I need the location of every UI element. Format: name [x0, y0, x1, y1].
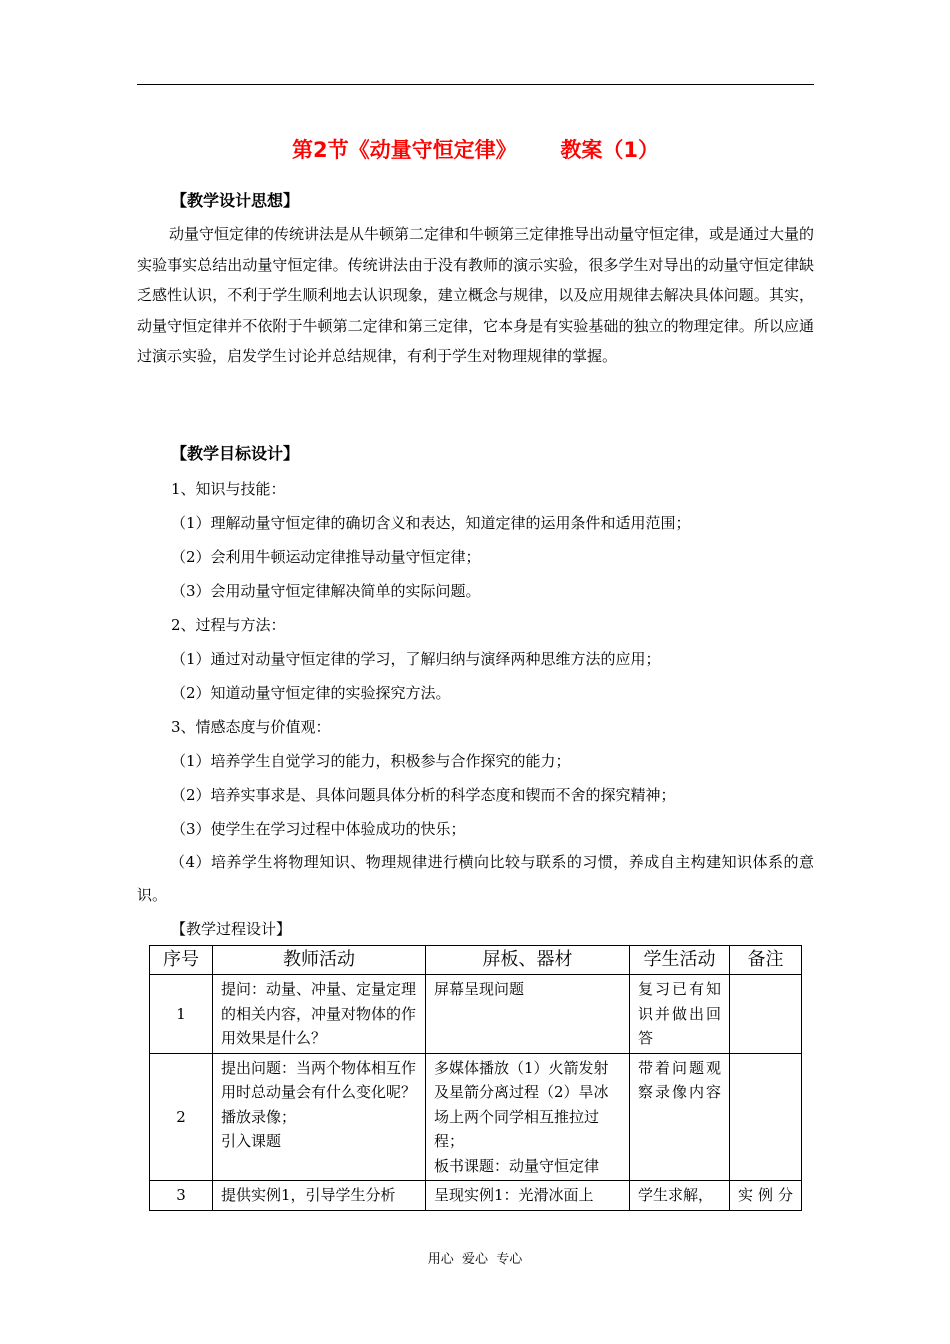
objective-item: （1）培养学生自觉学习的能力，积极参与合作探究的能力；	[171, 752, 571, 770]
student-activity-cell: 学生求解，	[630, 1181, 730, 1211]
column-header: 序号	[150, 946, 213, 975]
board-equipment-cell: 多媒体播放（1）火箭发射及星箭分离过程（2）旱冰场上两个同学相互推拉过程； 板书课题：动量守恒定律	[426, 1053, 630, 1181]
page-footer: 用心 爱心 专心	[427, 1252, 523, 1267]
row-number: 3	[150, 1181, 213, 1211]
process-table	[149, 945, 802, 1211]
section-heading-design-idea: 【教学设计思想】	[171, 191, 300, 210]
page-title: 第2节《动量守恒定律》 教案（1）	[291, 138, 660, 162]
column-header: 屏板、器材	[426, 946, 630, 975]
section-heading-objectives: 【教学目标设计】	[171, 444, 300, 463]
table-header-row	[150, 946, 802, 975]
note-cell	[730, 975, 802, 1054]
teacher-activity-cell: 提问：动量、冲量、定量定理的相关内容，冲量对物体的作用效果是什么？	[213, 975, 426, 1054]
design-idea-paragraph: 动量守恒定律的传统讲法是从牛顿第二定律和牛顿第三定律推导出动量守恒定律，或是通过大量的实验事实总结出动量守恒定律。传统讲法由于没有教师的演示实验，很多学生对导出的动量守恒定律缺乏感性认识，不利于学生顺利地去认识现象，建立概念与规律，以及应用规律去解决具体问题。其实，动量守恒定律并不依附于牛顿第二定律和第三定律，它本身是有实验基础的独立的物理定律。所以应通过演示实验，启发学生讨论并总结规律，有利于学生对物理规律的掌握。	[137, 225, 815, 365]
objective-item: （2）知道动量守恒定律的实验探究方法。	[171, 684, 451, 702]
objective-item: （1）理解动量守恒定律的确切含义和表达，知道定律的运用条件和适用范围；	[171, 514, 691, 532]
header-rule	[137, 84, 814, 85]
section-heading-process: 【教学过程设计】	[171, 920, 292, 938]
objective-item-last: （4）培养学生将物理知识、物理规律进行横向比较与联系的习惯，养成自主构建知识体系的意识。	[137, 853, 814, 904]
column-header: 学生活动	[630, 946, 730, 975]
table-row	[150, 975, 802, 1054]
board-equipment-cell: 呈现实例1：光滑冰面上	[426, 1181, 630, 1211]
table-row	[150, 1053, 802, 1181]
column-header: 备注	[730, 946, 802, 975]
student-activity-cell: 复习已有知识并做出回答	[630, 975, 730, 1054]
objective-item: 3、情感态度与价值观：	[171, 718, 331, 736]
objective-item: （3）使学生在学习过程中体验成功的快乐；	[171, 820, 466, 838]
teacher-activity-cell: 提供实例1，引导学生分析	[213, 1181, 426, 1211]
teacher-activity-cell: 提出问题：当两个物体相互作用时总动量会有什么变化呢？播放录像； 引入课题	[213, 1053, 426, 1181]
column-header: 教师活动	[213, 946, 426, 975]
objective-item: 1、知识与技能：	[171, 480, 286, 498]
board-equipment-cell: 屏幕呈现问题	[426, 975, 630, 1054]
objective-item: （2）会利用牛顿运动定律推导动量守恒定律；	[171, 548, 481, 566]
student-activity-cell: 带着问题观察录像内容	[630, 1053, 730, 1181]
note-cell: 实例分	[730, 1181, 802, 1211]
row-number: 1	[150, 975, 213, 1054]
table-row	[150, 1181, 802, 1211]
row-number: 2	[150, 1053, 213, 1181]
objective-item: （3）会用动量守恒定律解决简单的实际问题。	[171, 582, 481, 600]
objective-item: （1）通过对动量守恒定律的学习，了解归纳与演绎两种思维方法的应用；	[171, 650, 661, 668]
objective-item: 2、过程与方法：	[171, 616, 286, 634]
objective-item: （2）培养实事求是、具体问题具体分析的科学态度和锲而不舍的探究精神；	[171, 786, 676, 804]
note-cell	[730, 1053, 802, 1181]
